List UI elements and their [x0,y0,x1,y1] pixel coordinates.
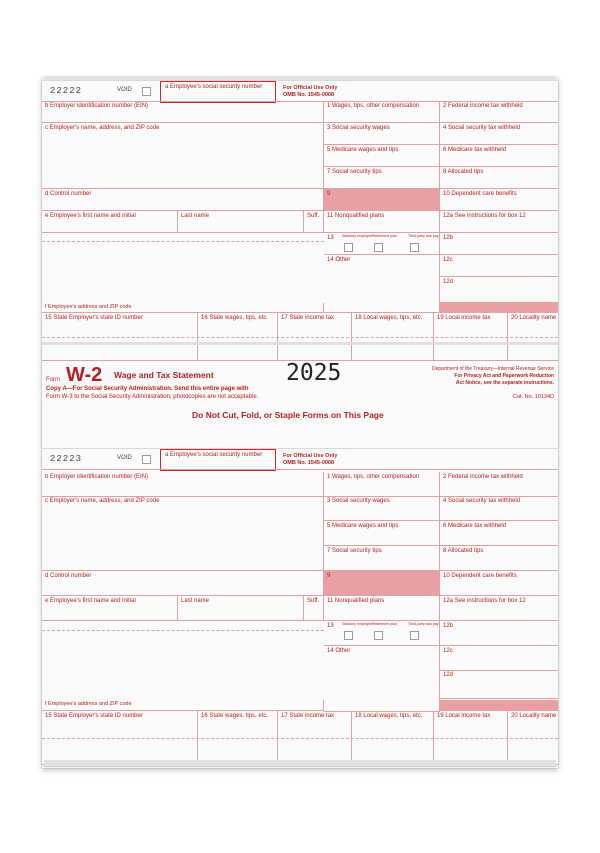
agency-line-1: Department of the Treasury—Internal Revenue Service [431,366,554,372]
sheet-separator [42,342,558,345]
employee-ssn-field[interactable]: a Employee's social security number [160,449,276,471]
box-f-address[interactable]: f Employee's address and ZIP code [42,700,324,711]
void-label: VOID [117,455,132,461]
box-b-ein[interactable]: b Employer identification number (EIN) [42,101,324,123]
official-use-line-2: OMB No. 1545-0008 [283,92,335,98]
box-e-first-name[interactable]: e Employee's first name and initial [42,596,178,621]
box-14-other[interactable]: 14 Other [324,646,440,712]
retirement-plan-checkbox[interactable] [374,243,383,252]
box-c-employer-name[interactable]: c Employer's name, address, and ZIP code [42,496,324,571]
box-7-ss-tips[interactable]: 7 Social security tips [324,167,440,189]
box-d-control-number[interactable]: d Control number [42,189,324,211]
box-13[interactable]: 13 [324,621,440,646]
third-party-sick-pay-checkbox[interactable] [410,243,419,252]
address-divider [42,241,324,242]
tax-year: 2025 [286,360,342,386]
address-divider [42,630,324,631]
official-use-line-1: For Official Use Only [283,85,338,91]
void-checkbox[interactable] [142,87,151,96]
box-12a[interactable]: 12a See instructions for box 12 [440,596,558,621]
box-10-dependent-care[interactable]: 10 Dependent care benefits [440,571,558,596]
box-8-allocated-tips[interactable]: 8 Allocated tips [440,546,558,571]
box-17-state-tax[interactable]: 17 State income tax [278,711,352,765]
box-16-state-wages[interactable]: 16 State wages, tips, etc. [198,313,278,361]
box-18-local-wages[interactable]: 18 Local wages, tips, etc. [352,313,434,361]
box-b-ein[interactable]: b Employer identification number (EIN) [42,472,324,497]
box-8-allocated-tips[interactable]: 8 Allocated tips [440,167,558,189]
box-1-wages[interactable]: 1 Wages, tips, other compensation [324,472,440,497]
box-12d[interactable]: 12d [440,277,558,303]
box-3-ss-wages[interactable]: 3 Social security wages [324,123,440,145]
paper-edge-bottom [44,760,556,767]
box-c-employer-name[interactable]: c Employer's name, address, and ZIP code [42,123,324,189]
void-checkbox[interactable] [142,455,151,464]
box-e-first-name[interactable]: e Employee's first name and initial [42,211,178,233]
box-10-dependent-care[interactable]: 10 Dependent care benefits [440,189,558,211]
box-12c[interactable]: 12c [440,255,558,277]
box-17-state-tax[interactable]: 17 State income tax [278,313,352,361]
copy-line-2: Form W-3 to the Social Security Administration; photocopies are not acceptable. [46,394,259,400]
statutory-employee-checkbox[interactable] [344,631,353,640]
box-2-fed-tax[interactable]: 2 Federal income tax withheld [440,101,558,123]
box-e-last-name[interactable]: Last name [178,596,304,621]
box-f-address[interactable]: f Employee's address and ZIP code [42,303,324,313]
box-12b[interactable]: 12b [440,233,558,255]
form-word: Form [46,377,60,383]
box-12-shaded-strip [440,303,558,313]
w2-top-form [42,80,558,363]
box-4-ss-tax[interactable]: 4 Social security tax withheld [440,496,558,521]
agency-line-3: Act Notice, see the separate instructions. [455,380,554,386]
box-d-control-number[interactable]: d Control number [42,571,324,596]
box-6-medicare-tax[interactable]: 6 Medicare tax withheld [440,145,558,167]
box-4-ss-tax[interactable]: 4 Social security tax withheld [440,123,558,145]
statutory-employee-label: Statutory employee [342,234,373,238]
box-6-medicare-tax[interactable]: 6 Medicare tax withheld [440,521,558,546]
box-e-last-name[interactable]: Last name [178,211,304,233]
box-15-state[interactable]: 15 State Employer's state ID number [42,711,198,765]
statutory-employee-checkbox[interactable] [344,243,353,252]
official-use-line-2: OMB No. 1545-0008 [283,460,335,466]
box-12-shaded-strip [440,700,558,711]
agency-line-2: For Privacy Act and Paperwork Reduction [454,373,554,379]
official-use-line-1: For Official Use Only [283,453,338,459]
retirement-plan-label: Retirement plan [372,234,397,238]
form-name: W-2 [66,364,103,386]
box-1-wages[interactable]: 1 Wages, tips, other compensation [324,101,440,123]
no-cut-warning: Do Not Cut, Fold, or Staple Forms on This Page [192,410,384,420]
box-12b[interactable]: 12b [440,621,558,646]
box-3-ss-wages[interactable]: 3 Social security wages [324,496,440,521]
form-title-band [42,362,558,448]
box-16-state-wages[interactable]: 16 State wages, tips, etc. [198,711,278,765]
copy-line-1: Copy A—For Social Security Administration. Send this entire page with [46,386,249,392]
box-12c[interactable]: 12c [440,646,558,671]
retirement-plan-label: Retirement plan [372,622,397,626]
box-12d[interactable]: 12d [440,670,558,699]
cat-number: Cat. No. 10134D [513,394,554,400]
box-11-nonqualified[interactable]: 11 Nonqualified plans [324,211,440,233]
box-11-nonqualified[interactable]: 11 Nonqualified plans [324,596,440,621]
form-title: Wage and Tax Statement [114,370,214,380]
box-5-medicare-wages[interactable]: 5 Medicare wages and tips [324,145,440,167]
state-row-divider [42,738,558,739]
retirement-plan-checkbox[interactable] [374,631,383,640]
box-15-state[interactable]: 15 State Employer's state ID number [42,313,198,361]
box-12a[interactable]: 12a See instructions for box 12 [440,211,558,233]
header-divider [42,469,558,470]
box-19-local-tax[interactable]: 19 Local income tax [434,711,508,765]
form-code: 22222 [50,86,83,96]
w2-bottom-form [42,448,558,765]
third-party-sick-pay-checkbox[interactable] [410,631,419,640]
box-e-suffix[interactable]: Suff. [304,211,324,233]
statutory-employee-label: Statutory employee [342,622,373,626]
box-7-ss-tips[interactable]: 7 Social security tips [324,546,440,571]
box-13[interactable]: 13 [324,233,440,255]
box-20-locality[interactable]: 20 Locality name [508,313,558,361]
box-20-locality[interactable]: 20 Locality name [508,711,558,765]
box-19-local-tax[interactable]: 19 Local income tax [434,313,508,361]
third-party-sick-pay-label: Third-party sick pay [408,234,439,238]
form-code: 22223 [50,454,83,464]
void-label: VOID [117,87,132,93]
box-14-other[interactable]: 14 Other [324,255,440,313]
employee-ssn-field[interactable]: a Employee's social security number [160,81,276,103]
box-2-fed-tax[interactable]: 2 Federal income tax withheld [440,472,558,497]
state-row-divider [42,337,558,338]
box-e-suffix[interactable]: Suff. [304,596,324,621]
box-5-medicare-wages[interactable]: 5 Medicare wages and tips [324,521,440,546]
box-9[interactable]: 9 [324,571,440,596]
box-18-local-wages[interactable]: 18 Local wages, tips, etc. [352,711,434,765]
third-party-sick-pay-label: Third-party sick pay [408,622,439,626]
box-9[interactable]: 9 [324,189,440,211]
